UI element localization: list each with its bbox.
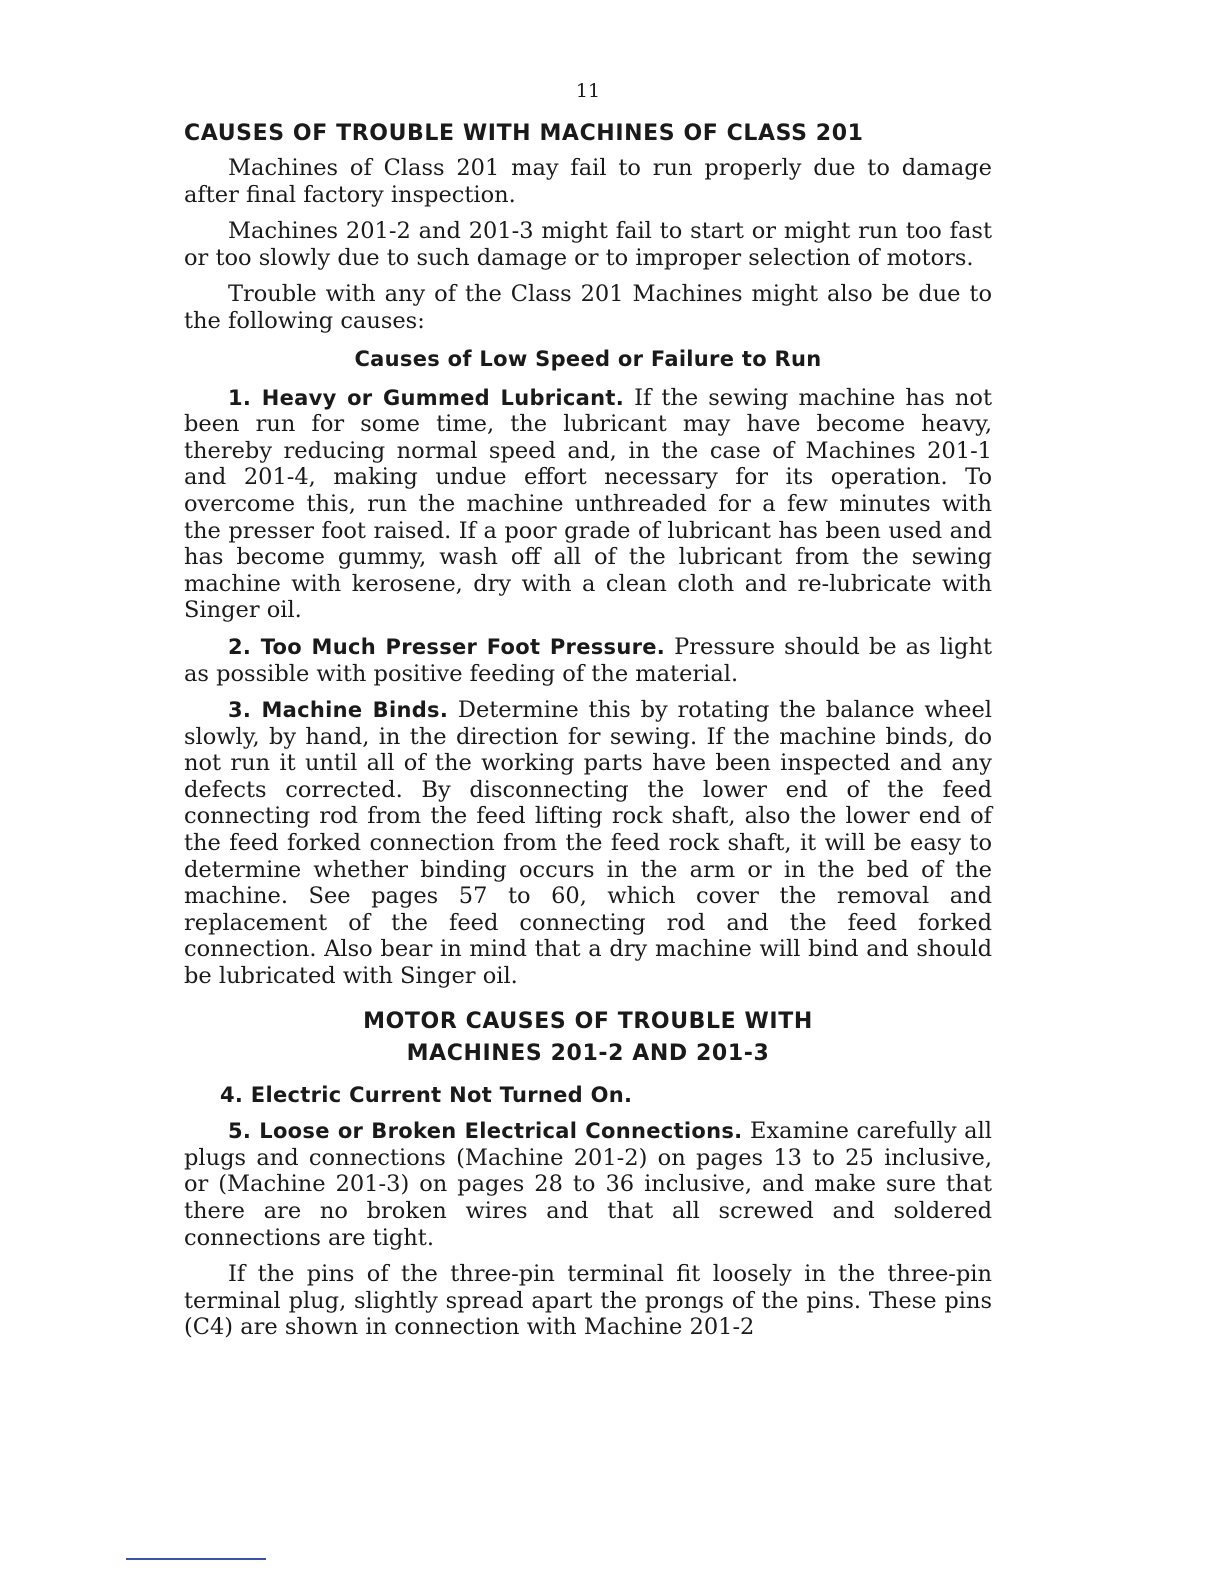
motor-item-5	[184, 1118, 992, 1251]
main-heading: CAUSES OF TROUBLE WITH MACHINES OF CLASS 201	[184, 121, 864, 146]
item-text: Pressure should be as light as possible with positive feeding of the material.	[184, 633, 992, 687]
final-paragraph: If the pins of the three-pin terminal fit loosely in the three-pin terminal plug, slightly spread apart the prongs of the pins. These pins (C4) are shown in connection with Machine 201-2	[184, 1261, 992, 1341]
footnote-rule	[126, 1558, 266, 1560]
item-title: 5. Loose or Broken Electrical Connections.	[228, 1119, 743, 1144]
low-speed-item-3	[184, 697, 992, 990]
manual-page	[184, 78, 992, 1351]
item-title: 2. Too Much Presser Foot Pressure.	[228, 634, 666, 659]
low-speed-item-1	[184, 385, 992, 624]
low-speed-heading: Causes of Low Speed or Failure to Run	[354, 346, 822, 371]
intro-paragraph: Machines of Class 201 may fail to run properly due to damage after final factory inspection.	[184, 155, 992, 208]
motor-heading-line-2: MACHINES 201-2 AND 201-3	[406, 1040, 770, 1066]
intro-paragraph: Machines 201-2 and 201-3 might fail to start or might run too fast or too slowly due to such damage or to improper selection of motors.	[184, 218, 992, 271]
page-number: 11	[575, 80, 601, 102]
motor-heading-line-1: MOTOR CAUSES OF TROUBLE WITH	[363, 1008, 813, 1034]
item-text: If the sewing machine has not been run for some time, the lubricant may have become heavy, thereby reducing normal speed and, in the case of Machines 201-1 and 201-4, making undue effort necessary for its operation. To overcome this, run the machine unthreaded for a few minutes with the presser foot raised. If a poor grade of lubricant has been used and has become gummy, wash off all of the lubricant from the sewing machine with kerosene, dry with a clean cloth and re-lubricate with Singer oil.	[184, 384, 992, 624]
low-speed-item-2	[184, 634, 992, 687]
motor-item-4: 4. Electric Current Not Turned On.	[220, 1082, 633, 1107]
item-title: 3. Machine Binds.	[228, 698, 449, 723]
motor-heading	[184, 1006, 992, 1070]
intro-paragraph: Trouble with any of the Class 201 Machines might also be due to the following causes:	[184, 281, 992, 334]
item-text: Examine carefully all plugs and connections (Machine 201-2) on pages 13 to 25 inclusive, or (Machine 201-3) on pages 28 to 36 inclusive, and make sure that there are no broken wires and that all screwed and soldered connections are tight.	[184, 1118, 992, 1251]
item-text: Determine this by rotating the balance wheel slowly, by hand, in the direction for sewing. If the machine binds, do not run it until all of the working parts have been inspected and any defects corrected. By disconnecting the lower end of the feed connecting rod from the feed lifting rock shaft, also the lower end of the feed forked connection from the feed rock shaft, it will be easy to determine whether binding occurs in the arm or in the bed of the machine. See pages 57 to 60, which cover the removal and replacement of the feed connecting rod and the feed forked connection. Also bear in mind that a dry machine will bind and should be lubricated with Singer oil.	[184, 697, 992, 990]
item-title: 1. Heavy or Gummed Lubricant.	[228, 385, 625, 410]
